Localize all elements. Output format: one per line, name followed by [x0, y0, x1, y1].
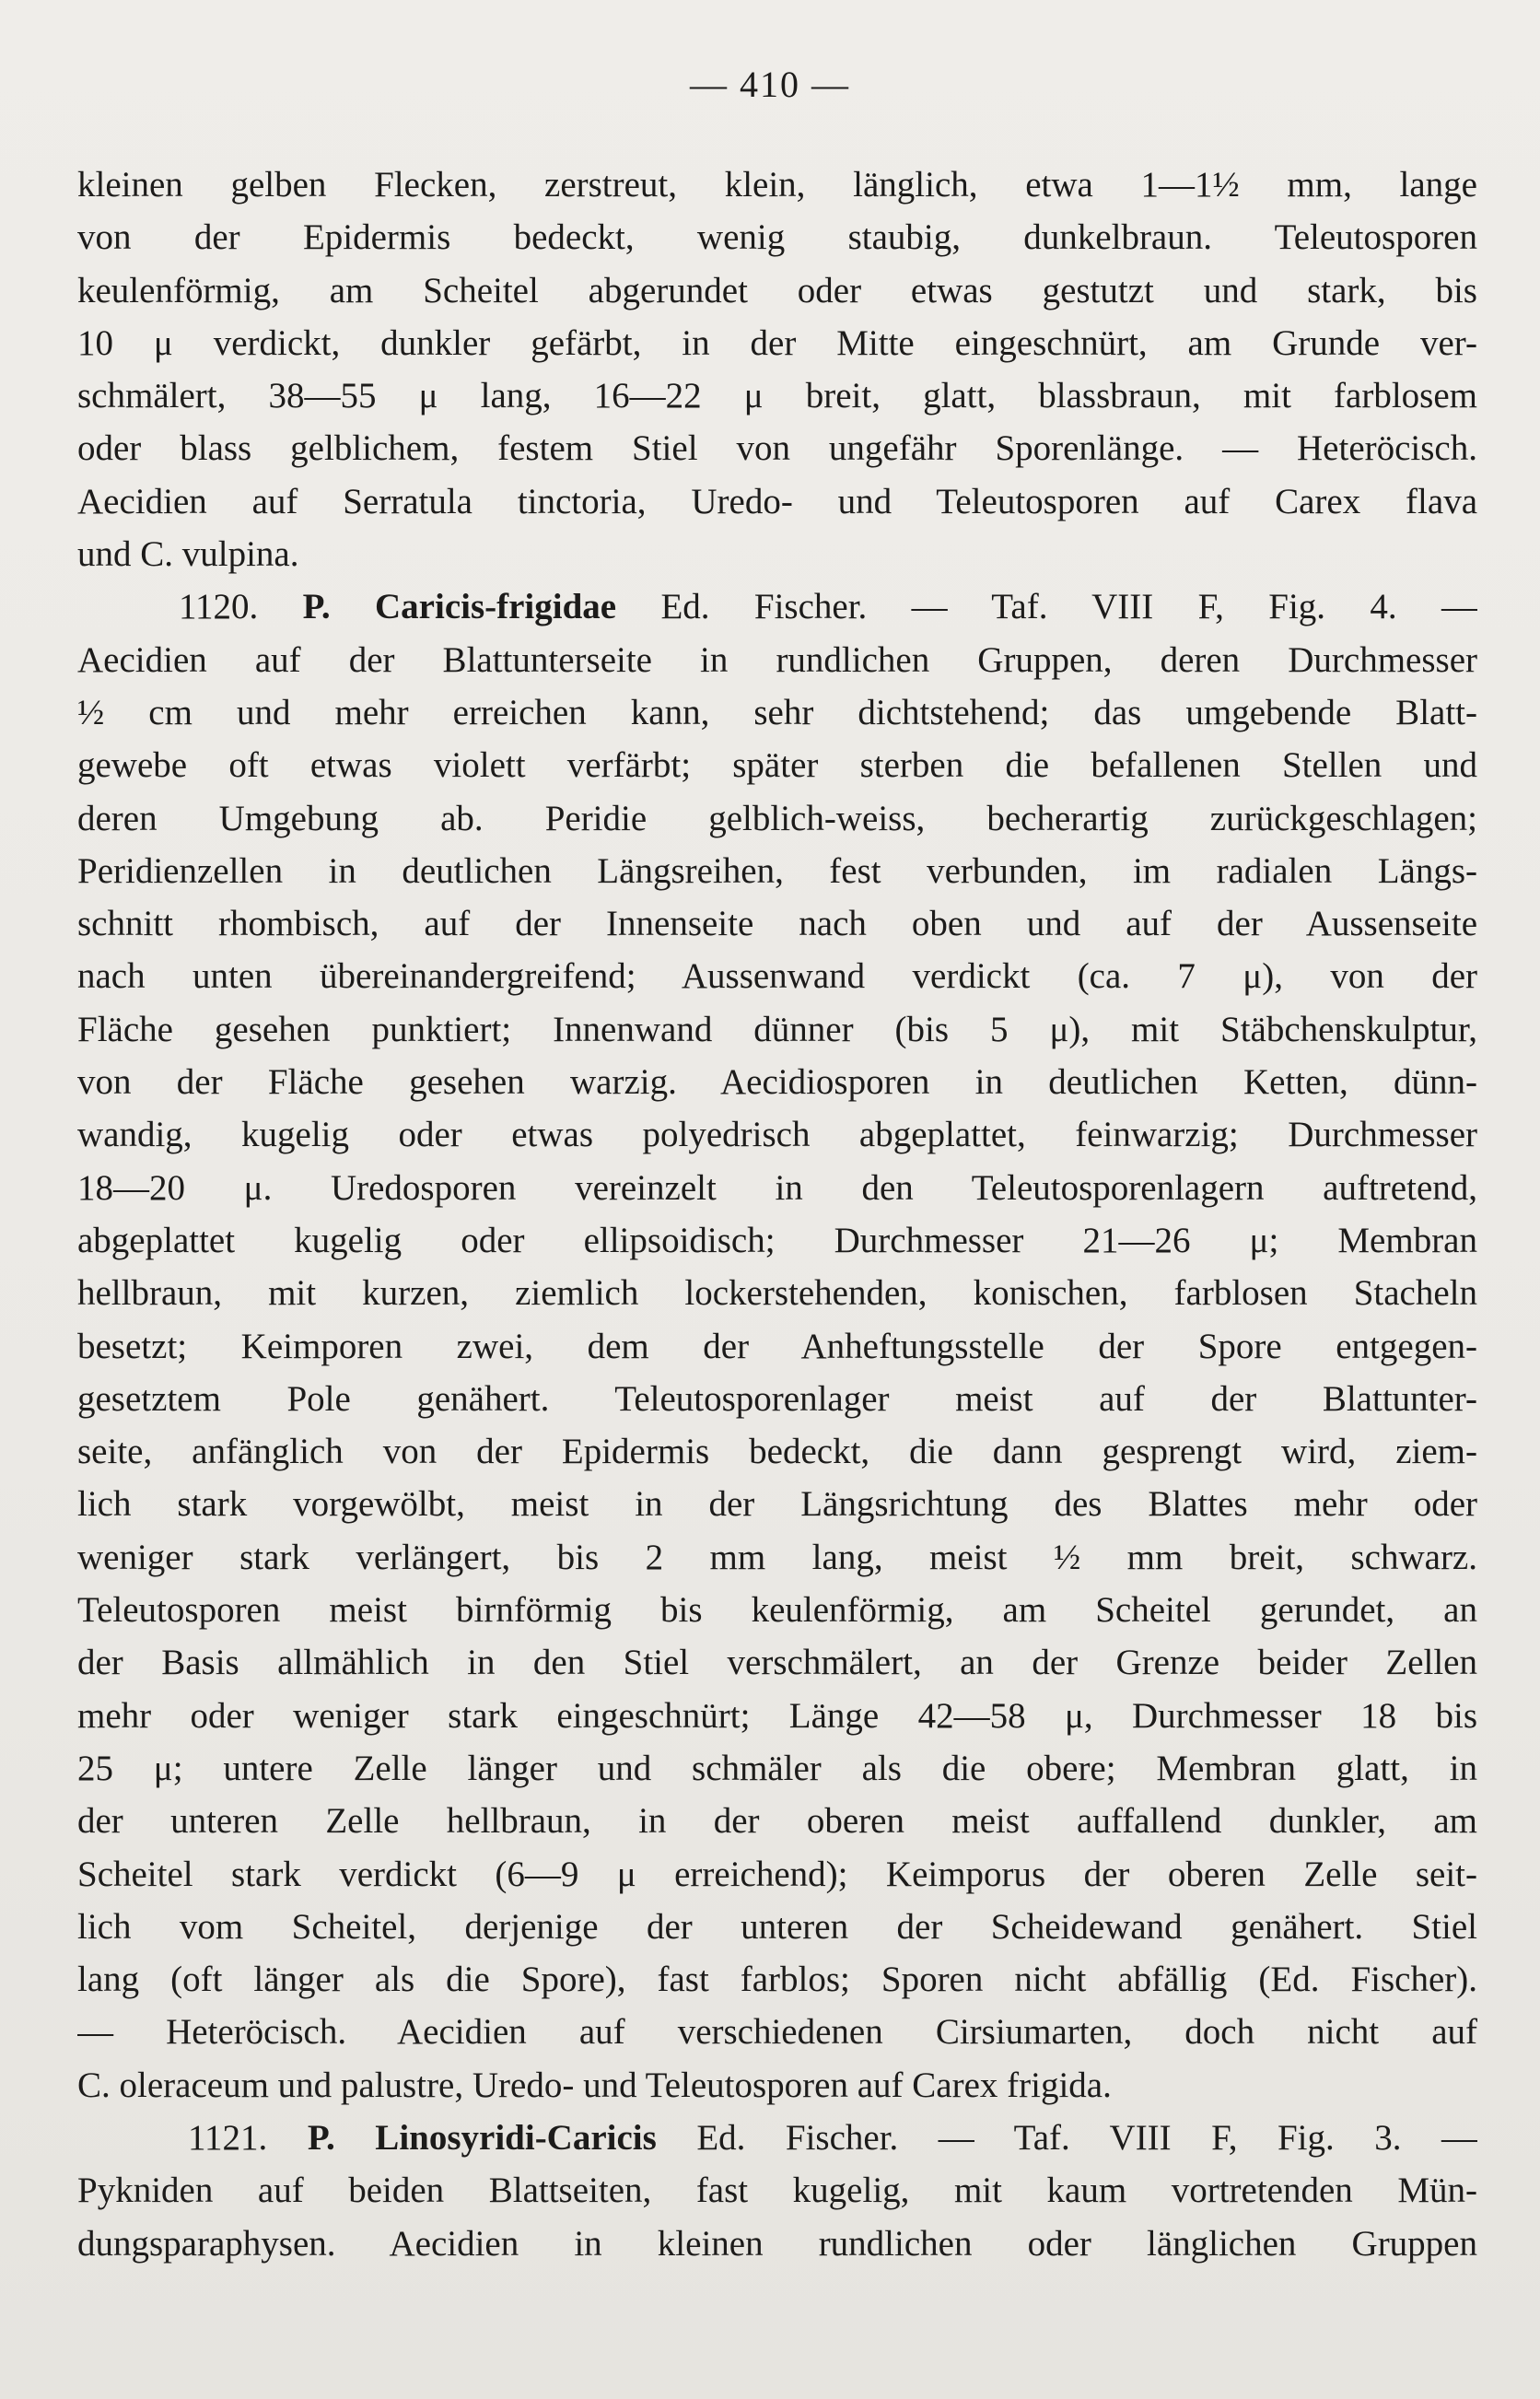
entry-number: 1120.	[179, 587, 259, 627]
species-name: P. Linosyridi-Caricis	[307, 2117, 657, 2158]
text-line: wandig, kugelig oder etwas polyedrisch abgeplattet, feinwarzig; Durchmesser	[77, 1115, 1477, 1155]
text-line: — Heteröcisch. Aecidien auf verschiedenen Cirsiumarten, doch nicht auf	[77, 2012, 1477, 2053]
text-line: Fläche gesehen punktiert; Innenwand dünner (bis 5 μ), mit Stäbchenskulptur,	[77, 1009, 1477, 1049]
text-line: Teleutosporen meist birnförmig bis keulenförmig, am Scheitel gerundet, an	[77, 1590, 1477, 1631]
text-line: lich vom Scheitel, derjenige der unteren der Scheidewand genähert. Stiel	[77, 1906, 1477, 1947]
text-line: weniger stark verlängert, bis 2 mm lang, meist ½ mm breit, schwarz.	[77, 1537, 1477, 1577]
text-line: Aecidien auf Serratula tinctoria, Uredo- und Teleutosporen auf Carex flava	[77, 481, 1477, 521]
text-line: schmälert, 38—55 μ lang, 16—22 μ breit, glatt, blassbraun, mit farblosem	[77, 376, 1477, 416]
entry-heading-1121	[77, 2112, 1477, 2164]
text-line: C. oleraceum und palustre, Uredo- und Teleutosporen auf Carex frigida.	[77, 2065, 1112, 2105]
species-name: P. Caricis-frigidae	[302, 587, 617, 627]
text-line: keulenförmig, am Scheitel abgerundet oder etwas gestutzt und stark, bis	[77, 270, 1477, 310]
text-line: gesetztem Pole genähert. Teleutosporenlager meist auf der Blattunter-	[77, 1378, 1477, 1419]
text-line: gewebe oft etwas violett verfärbt; später sterben die befallenen Stellen und	[77, 745, 1477, 786]
text-line: 10 μ verdickt, dunkler gefärbt, in der Mitte eingeschnürt, am Grunde ver-	[77, 322, 1477, 363]
text-line: Peridienzellen in deutlichen Längsreihen, fest verbunden, im radialen Längs-	[77, 850, 1477, 891]
text-line: besetzt; Keimporen zwei, dem der Anheftungsstelle der Spore entgegen-	[77, 1326, 1477, 1366]
text-line: deren Umgebung ab. Peridie gelblich-weiss, becherartig zurückgeschlagen;	[77, 798, 1477, 838]
text-line: ½ cm und mehr erreichen kann, sehr dichtstehend; das umgebende Blatt-	[77, 692, 1477, 732]
text-line: lich stark vorgewölbt, meist in der Längsrichtung des Blattes mehr oder	[77, 1484, 1477, 1525]
text-line: 18—20 μ. Uredosporen vereinzelt in den Teleutosporenlagern auftretend,	[77, 1167, 1477, 1208]
body-text	[77, 158, 1477, 2270]
text-line: der Basis allmählich in den Stiel verschmälert, an der Grenze beider Zellen	[77, 1643, 1477, 1683]
text-line: und C. vulpina.	[77, 534, 299, 575]
text-line: nach unten übereinandergreifend; Aussenwand verdickt (ca. 7 μ), von der	[77, 956, 1477, 997]
text-line: seite, anfänglich von der Epidermis bedeckt, die dann gesprengt wird, ziem-	[77, 1432, 1477, 1472]
text-line: lang (oft länger als die Spore), fast farblos; Sporen nicht abfällig (Ed. Fischer).	[77, 1960, 1477, 2000]
text-line: Pykniden auf beiden Blattseiten, fast kugelig, mit kaum vortretenden Mün-	[77, 2171, 1477, 2211]
entry-reference: Ed. Fischer. — Taf. VIII F, Fig. 4. —	[660, 587, 1477, 627]
text-line: der unteren Zelle hellbraun, in der oberen meist auffallend dunkler, am	[77, 1801, 1477, 1842]
text-line: von der Epidermis bedeckt, wenig staubig, dunkelbraun. Teleutosporen	[77, 217, 1477, 258]
entry-heading-1120	[77, 580, 1477, 633]
text-line: oder blass gelblichem, festem Stiel von ungefähr Sporenlänge. — Heteröcisch.	[77, 428, 1477, 469]
text-line: hellbraun, mit kurzen, ziemlich lockerstehenden, konischen, farblosen Stacheln	[77, 1273, 1477, 1314]
text-line: kleinen gelben Flecken, zerstreut, klein, länglich, etwa 1—1½ mm, lange	[77, 165, 1477, 205]
text-line: abgeplattet kugelig oder ellipsoidisch; Durchmesser 21—26 μ; Membran	[77, 1220, 1477, 1260]
text-line: Aecidien auf der Blattunterseite in rundlichen Gruppen, deren Durchmesser	[77, 639, 1477, 680]
text-line: mehr oder weniger stark eingeschnürt; Länge 42—58 μ, Durchmesser 18 bis	[77, 1695, 1477, 1736]
page-number: — 410 —	[690, 64, 850, 105]
entry-number: 1121.	[188, 2117, 268, 2158]
text-line: von der Fläche gesehen warzig. Aecidiosporen in deutlichen Ketten, dünn-	[77, 1062, 1477, 1103]
text-line: Scheitel stark verdickt (6—9 μ erreichend); Keimporus der oberen Zelle seit-	[77, 1854, 1477, 1894]
text-line: schnitt rhombisch, auf der Innenseite nach oben und auf der Aussenseite	[77, 904, 1477, 944]
text-line: dungsparaphysen. Aecidien in kleinen rundlichen oder länglichen Gruppen	[77, 2223, 1477, 2264]
text-line: 25 μ; untere Zelle länger und schmäler als die obere; Membran glatt, in	[77, 1748, 1477, 1788]
entry-reference: Ed. Fischer. — Taf. VIII F, Fig. 3. —	[696, 2117, 1477, 2158]
